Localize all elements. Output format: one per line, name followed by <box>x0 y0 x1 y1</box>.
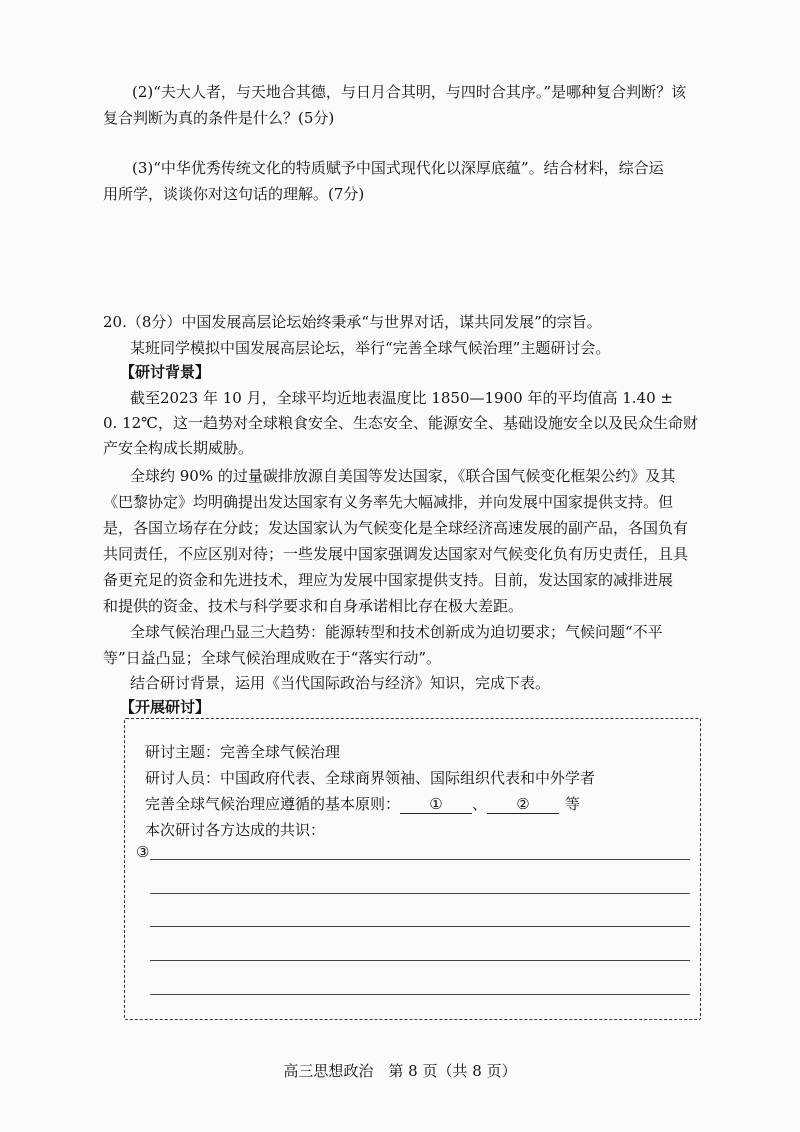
p2-line4: 共同责任，不应区别对待；一些发展中国家强调发达国家对气候变化负有历史责任，且具 <box>103 545 689 563</box>
answer-line-1[interactable] <box>150 859 690 860</box>
p1-line2: 0. 12℃，这一趋势对全球粮食安全、生态安全、能源安全、基础设施安全以及民众生命财 <box>103 414 698 432</box>
answer-blank-2[interactable]: ② <box>487 794 559 814</box>
table-participants: 研讨人员：中国政府代表、全球商界领袖、国际组织代表和中外学者 <box>145 769 596 787</box>
discussion-heading: 【开展研讨】 <box>120 698 211 716</box>
background-heading: 【研讨背景】 <box>120 363 211 381</box>
blank-separator: 、 <box>472 795 488 813</box>
p2-line2: 《巴黎协定》均明确提出发达国家有义务率先大幅减排，并向发展中国家提供支持。但 <box>103 493 674 511</box>
answer-blank-1[interactable]: ① <box>400 794 472 814</box>
q20-intro: 20.（8分）中国发展高层论坛始终秉承“与世界对话，谋共同发展”的宗旨。 <box>103 313 602 331</box>
answer-marker-3: ③ <box>136 843 150 861</box>
p3-line2: 等”日益凸显；全球气候治理成败在于“落实行动”。 <box>103 649 442 667</box>
q19-sub3-line2: 用所学，谈谈你对这句话的理解。(7分) <box>103 185 365 203</box>
p2-line6: 和提供的资金、技术与科学要求和自身承诺相比存在极大差距。 <box>103 597 524 615</box>
principles-label: 完善全球气候治理应遵循的基本原则： <box>145 795 401 813</box>
answer-line-5[interactable] <box>150 994 690 995</box>
q20-intro2: 某班同学模拟中国发展高层论坛，举行“完善全球气候治理”主题研讨会。 <box>130 339 611 357</box>
table-principles <box>145 794 580 814</box>
p2-line5: 备更充足的资金和先进技术，理应为发展中国家提供支持。目前，发达国家的减排进展 <box>103 571 674 589</box>
answer-line-4[interactable] <box>150 960 690 961</box>
q19-sub2-line1: (2)“夫大人者，与天地合其德，与日月合其明，与四时合其序。”是哪种复合判断？该 <box>132 83 687 101</box>
p2-line3: 是，各国立场存在分歧；发达国家认为气候变化是全球经济高速发展的副产品，各国负有 <box>103 519 689 537</box>
answer-line-3[interactable] <box>150 926 690 927</box>
task-instruction: 结合研讨背景，运用《当代国际政治与经济》知识，完成下表。 <box>130 674 551 692</box>
p2-line1: 全球约 90% 的过量碳排放源自美国等发达国家，《联合国气候变化框架公约》及其 <box>130 467 676 485</box>
table-consensus-label: 本次研讨各方达成的共识： <box>145 821 326 839</box>
p1-line1: 截至2023 年 10 月，全球平均近地表温度比 1850—1900 年的平均值高 1.40 ± <box>130 389 673 407</box>
principles-suffix: 等 <box>565 795 581 813</box>
q19-sub2-line2: 复合判断为真的条件是什么？(5分) <box>103 109 335 127</box>
p1-line3: 产安全构成长期威胁。 <box>103 439 254 457</box>
p3-line1: 全球气候治理凸显三大趋势：能源转型和技术创新成为迫切要求；气候问题“不平 <box>130 623 663 641</box>
page-footer: 高三思想政治 第 8 页（共 8 页） <box>283 1062 517 1080</box>
table-topic: 研讨主题：完善全球气候治理 <box>145 743 341 761</box>
q19-sub3-line1: (3)“中华优秀传统文化的特质赋予中国式现代化以深厚底蕴”。结合材料，综合运 <box>132 159 664 177</box>
discussion-table <box>124 718 701 1020</box>
answer-line-2[interactable] <box>150 893 690 894</box>
